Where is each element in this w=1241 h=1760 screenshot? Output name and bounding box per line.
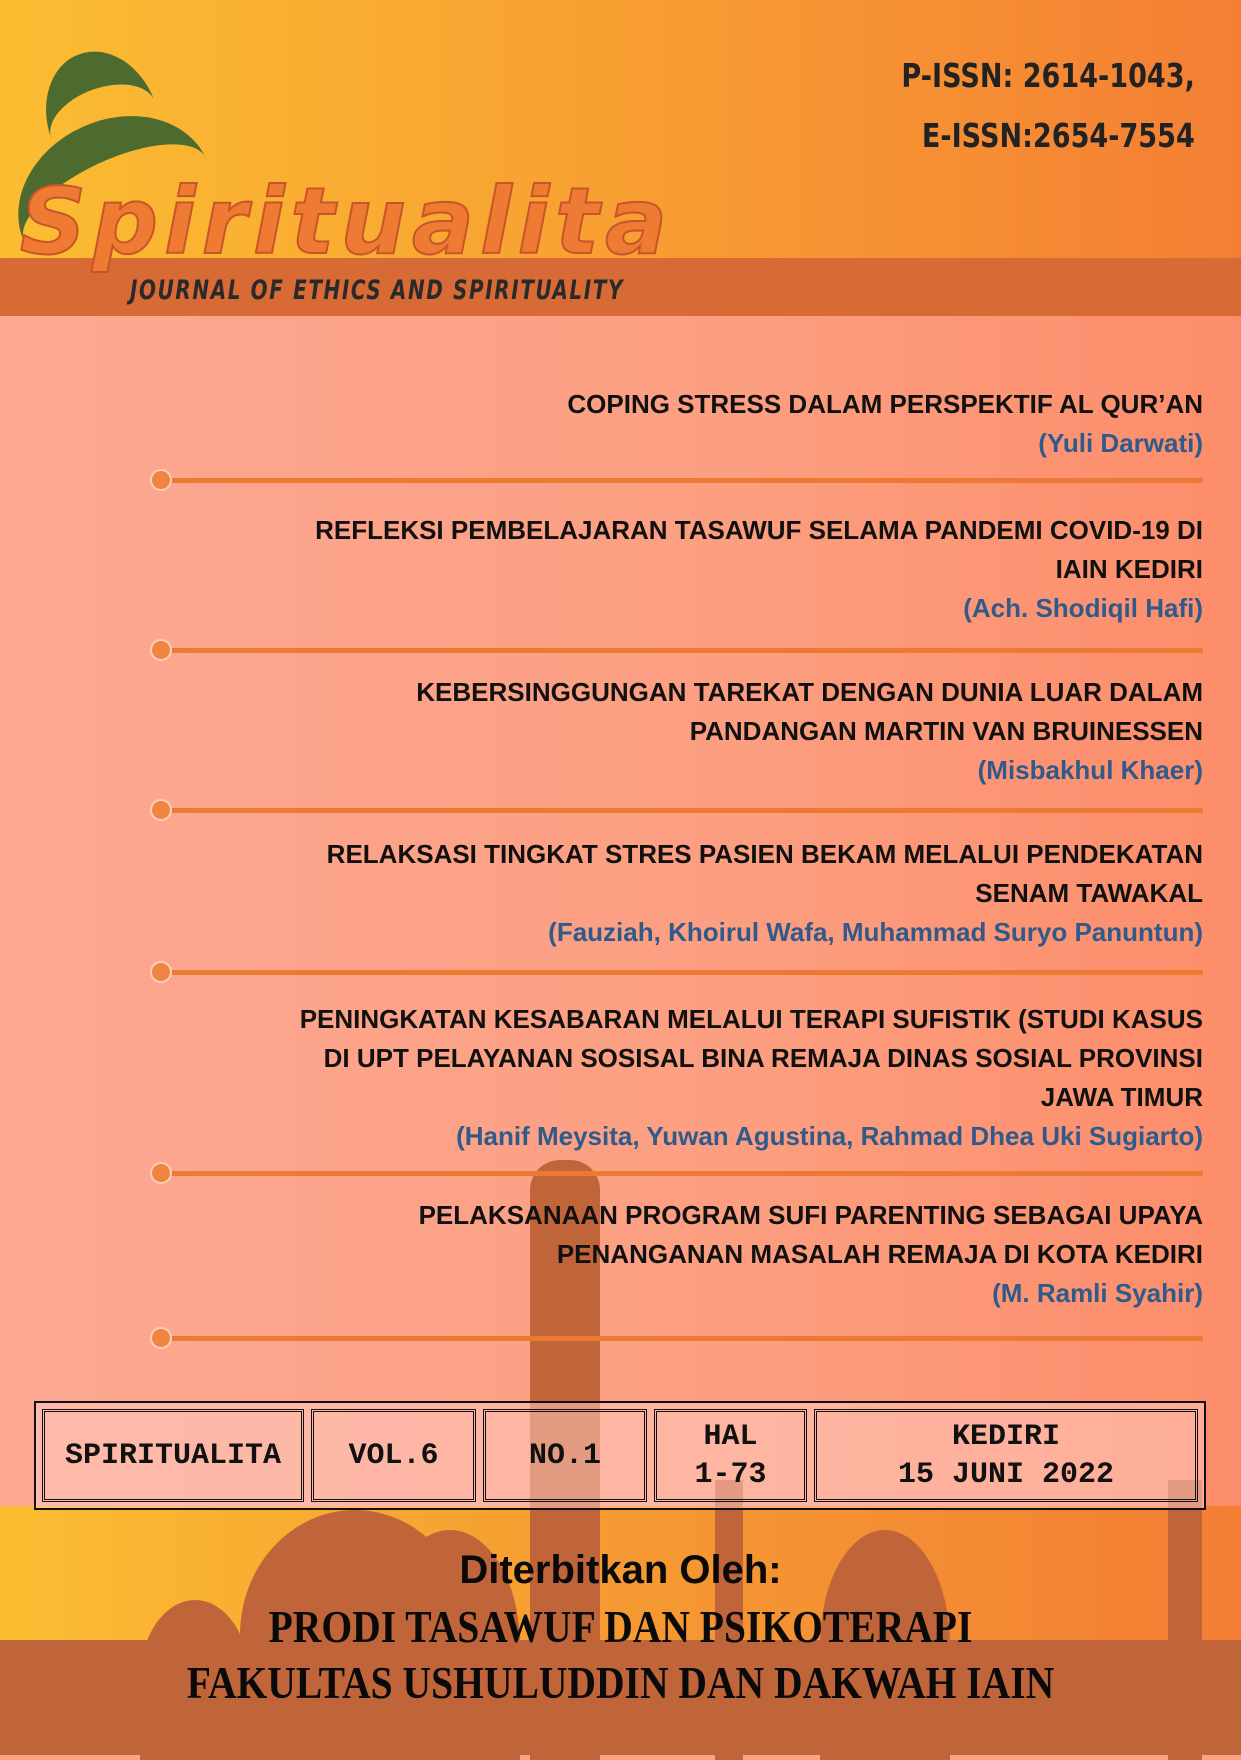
bullet-icon [150, 799, 172, 821]
bullet-icon [150, 961, 172, 983]
article-title: DI UPT PELAYANAN SOSISAL BINA REMAJA DINAS SOSIAL PROVINSI [323, 1043, 1203, 1073]
article-title: JAWA TIMUR [1040, 1082, 1203, 1112]
article-title: PENANGANAN MASALAH REMAJA DI KOTA KEDIRI [556, 1239, 1203, 1269]
divider [158, 1336, 1203, 1341]
article-title: IAIN KEDIRI [1055, 554, 1203, 584]
article-authors: (Yuli Darwati) [1038, 428, 1203, 458]
bullet-icon [150, 469, 172, 491]
divider [158, 1171, 1203, 1176]
divider [158, 808, 1203, 813]
article-entry[interactable] [103, 385, 1203, 463]
article-title: PELAKSANAAN PROGRAM SUFI PARENTING SEBAGAI UPAYA [418, 1200, 1203, 1230]
bullet-icon [150, 639, 172, 661]
article-entry[interactable] [103, 1000, 1203, 1156]
article-title: COPING STRESS DALAM PERSPEKTIF AL QUR’AN [567, 389, 1203, 419]
article-authors: (Fauziah, Khoirul Wafa, Muhammad Suryo Panuntun) [548, 917, 1203, 947]
article-title: PANDANGAN MARTIN VAN BRUINESSEN [689, 716, 1203, 746]
divider [158, 478, 1203, 483]
publisher-line-2: FAKULTAS USHULUDDIN DAN DAKWAH IAIN [186, 1657, 1055, 1708]
publisher-line-1: PRODI TASAWUF DAN PSIKOTERAPI [268, 1601, 973, 1652]
divider [158, 648, 1203, 653]
journal-logo: Spiritualita [20, 168, 674, 275]
article-entry[interactable] [103, 1196, 1203, 1313]
article-authors: (Ach. Shodiqil Hafi) [963, 593, 1203, 623]
place-date-cell: KEDIRI 15 JUNI 2022 [814, 1409, 1198, 1502]
article-title: KEBERSINGGUNGAN TAREKAT DENGAN DUNIA LUAR DALAM [416, 677, 1203, 707]
article-title: RELAKSASI TINGKAT STRES PASIEN BEKAM MELALUI PENDEKATAN [326, 839, 1203, 869]
article-title: SENAM TAWAKAL [975, 878, 1203, 908]
p-issn: P-ISSN: 2614-1043, [901, 56, 1195, 95]
e-issn: E-ISSN:2654-7554 [922, 116, 1195, 155]
article-title: REFLEKSI PEMBELAJARAN TASAWUF SELAMA PANDEMI COVID-19 DI [315, 515, 1203, 545]
article-title: PENINGKATAN KESABARAN MELALUI TERAPI SUFISTIK (STUDI KASUS [299, 1004, 1203, 1034]
number-cell: NO.1 [483, 1409, 647, 1502]
article-entry[interactable] [103, 673, 1203, 790]
bullet-icon [150, 1327, 172, 1349]
journal-subtitle: JOURNAL OF ETHICS AND SPIRITUALITY [130, 275, 625, 306]
issue-info-table [34, 1401, 1206, 1510]
volume-cell: VOL.6 [311, 1409, 476, 1502]
article-authors: (Hanif Meysita, Yuwan Agustina, Rahmad Dhea Uki Sugiarto) [456, 1121, 1203, 1151]
article-authors: (Misbakhul Khaer) [977, 755, 1203, 785]
divider [158, 970, 1203, 975]
bullet-icon [150, 1162, 172, 1184]
journal-name-cell: SPIRITUALITA [42, 1409, 304, 1502]
pages-cell: HAL 1-73 [654, 1409, 807, 1502]
article-authors: (M. Ramli Syahir) [992, 1278, 1203, 1308]
article-entry[interactable] [103, 835, 1203, 952]
publisher-label: Diterbitkan Oleh: [459, 1548, 782, 1592]
article-entry[interactable] [103, 511, 1203, 628]
